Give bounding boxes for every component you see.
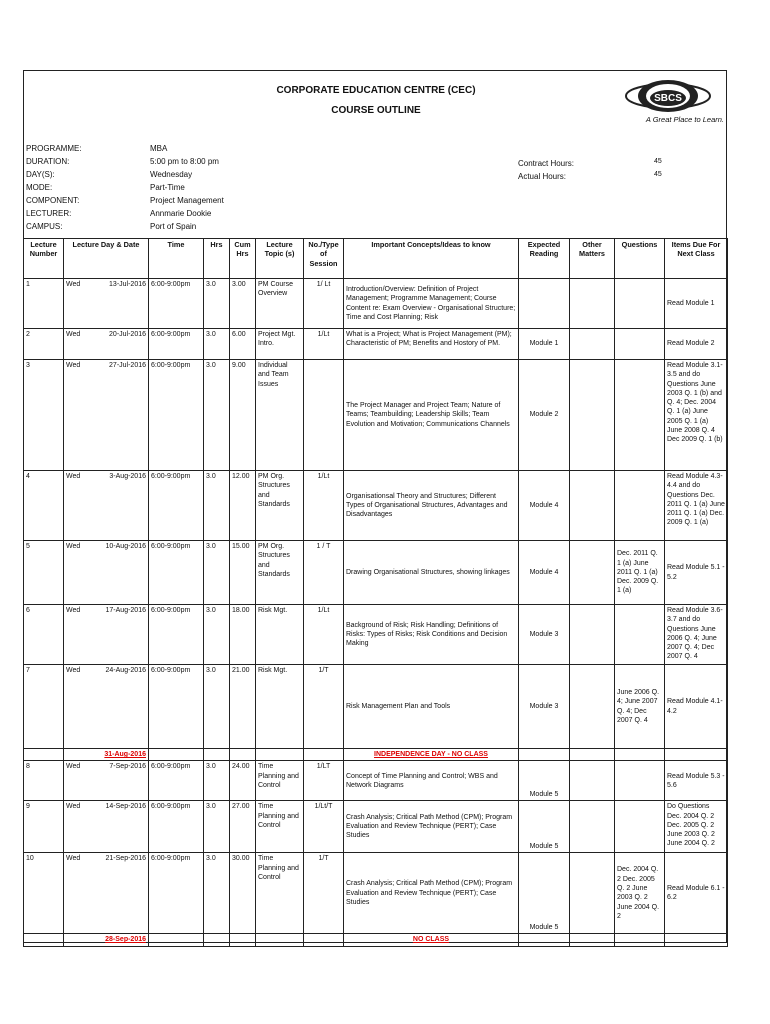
- hours-labels: Contract Hours: Actual Hours:: [518, 159, 575, 181]
- holiday-date: 31-Aug-2016: [64, 749, 149, 761]
- col-other: Other Matters: [570, 239, 615, 279]
- holiday-row: [24, 749, 728, 761]
- col-cum-hrs: Cum Hrs: [230, 239, 256, 279]
- no-class-date: 28-Sep-2016: [64, 934, 149, 946]
- table-header-row: [24, 239, 728, 279]
- table-row: 10 Wed 21-Sep-2016 6:00-9:00pm 3.0 30.00 Time Planning and Control 1/T Crash Analysis; Critical Path Method (CPM); Program Evaluation and Review Technique (PERT); Case Studies Module 5 Dec. 2004 Q. 2 Dec. 2005 Q. 2 June 2003 Q. 2 June 2004 Q. 2 Read Module 6.1 - 6.2: [24, 853, 728, 934]
- course-outline-document: [23, 70, 727, 943]
- info-values: MBA 5:00 pm to 8:00 pm Wednesday Part-Time Project Management Annmarie Dookie Port of Spain: [150, 144, 224, 231]
- col-session: No./Type of Session: [304, 239, 344, 279]
- table-row: 7 Wed 24-Aug-2016 6:00-9:00pm 3.0 21.00 Risk Mgt. 1/T Risk Management Plan and Tools Module 3 June 2006 Q. 4; June 2007 Q. 4; Dec 2007 Q. 4 Read Module 4.1-4.2: [24, 665, 728, 749]
- table-row: 2 Wed 20-Jul-2016 6:00-9:00pm 3.0 6.00 Project Mgt. Intro. 1/Lt What is a Project; What is Project Management (PM); Characteristic of PM; Benefits and Hostory of PM. Module 1 Read Module 2: [24, 329, 728, 360]
- col-topic: Lecture Topic (s): [256, 239, 304, 279]
- sbcs-logo: [624, 77, 712, 115]
- hours-values: 45 45: [654, 158, 662, 178]
- table-row: 9 Wed 14-Sep-2016 6:00-9:00pm 3.0 27.00 Time Planning and Control 1/Lt/T Crash Analysis; Critical Path Method (CPM); Program Evaluation and Review Technique (PERT); Case Studies Module 5 Do Questions Dec. 2004 Q. 2 Dec. 2005 Q. 2 June 2003 Q. 2 June 2004 Q. 2: [24, 801, 728, 853]
- no-class-row: [24, 934, 728, 946]
- table-row: 5 Wed 10-Aug-2016 6:00-9:00pm 3.0 15.00 PM Org. Structures and Standards 1 / T Drawing Organisational Structures, showing linkages Module 4 Dec. 2011 Q. 1 (a) June 2011 Q. 1 (a) Dec. 2009 Q. 1 (a) Read Module 5.1 - 5.2: [24, 541, 728, 605]
- col-time: Time: [149, 239, 204, 279]
- no-class-note: NO CLASS: [344, 934, 519, 946]
- info-labels: PROGRAMME: DURATION: DAY(S): MODE: COMPONENT: LECTURER: CAMPUS:: [26, 144, 82, 231]
- tagline: A Great Place to Learn.: [645, 115, 724, 124]
- logo-text: SBCS: [654, 93, 682, 104]
- col-lecture-number: Lecture Number: [24, 239, 64, 279]
- table-row: 1 Wed 13-Jul-2016 6:00-9:00pm 3.0 3.00 PM Course Overview 1/ Lt Introduction/Overview: Definition of Project Management; Programme Management; Course Content re: Exam Overview - Organisational Structure; Time and Cost Planning; Risk Read Module 1: [24, 279, 728, 329]
- col-questions: Questions: [615, 239, 665, 279]
- col-day-date: Lecture Day & Date: [64, 239, 149, 279]
- table-row: 6 Wed 17-Aug-2016 6:00-9:00pm 3.0 18.00 Risk Mgt. 1/Lt Background of Risk; Risk Handling; Definitions of Risks: Types of Risks; Risk Conditions and Decision Making Module 3 Read Module 3.6-3.7 and do Questions June 2006 Q. 4; June 2007 Q. 4; Dec 2007 Q. 4: [24, 605, 728, 665]
- course-outline-title: COURSE OUTLINE: [331, 105, 421, 116]
- col-due: Items Due For Next Class: [665, 239, 728, 279]
- col-reading: Expected Reading: [519, 239, 570, 279]
- table-row: 8 Wed 7-Sep-2016 6:00-9:00pm 3.0 24.00 Time Planning and Control 1/LT Concept of Time Planning and Control; WBS and Network Diagrams Module 5 Read Module 5.3 - 5.6: [24, 761, 728, 801]
- col-concepts: Important Concepts/Ideas to know: [344, 239, 519, 279]
- table-row: 4 Wed 3-Aug-2016 6:00-9:00pm 3.0 12.00 PM Org. Structures and Standards 1/Lt Organisationsal Theory and Structures; Different Types of Organisational Structures, Advantages and Disadvantages Module 4 Read Module 4.3-4.4 and do Questions Dec. 2011 Q. 1 (a) June 2011 Q. 1 (a) Dec. 2009 Q. 1 (a): [24, 471, 728, 541]
- centre-title: CORPORATE EDUCATION CENTRE (CEC): [276, 85, 476, 96]
- col-hrs: Hrs: [204, 239, 230, 279]
- holiday-note: INDEPENDENCE DAY - NO CLASS: [344, 749, 519, 761]
- schedule-table: [23, 238, 728, 947]
- table-row: 3 Wed 27-Jul-2016 6:00-9:00pm 3.0 9.00 Individual and Team Issues The Project Manager and Project Team; Nature of Teams; Teambuilding; Leadership Skills; Team Evolution and Motivation; Communications Channels Module 2 Read Module 3.1-3.5 and do Questions June 2003 Q. 1 (b) and Q. 4; Dec. 2004 Q. 1 (a) June 2005 Q. 1 (a) June 2008 Q. 4 Dec 2009 Q. 1 (b): [24, 360, 728, 471]
